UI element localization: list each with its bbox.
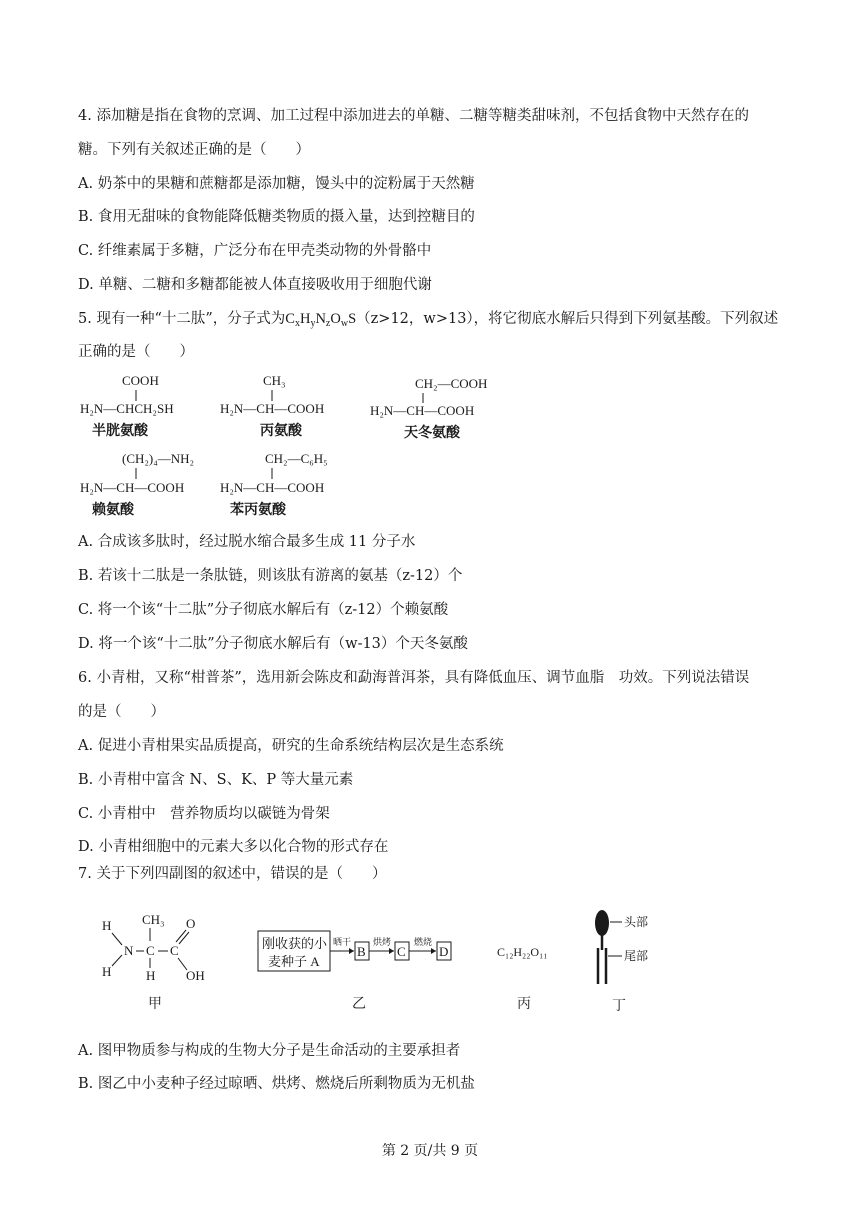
q5-stem-post: （z>12，w>13），将它彻底水解后只得到下列氨基酸。下列叙述: [356, 311, 779, 327]
svg-text:H₂N—CHCH₂SH: H₂N—CHCH₂SH: [80, 401, 174, 416]
figure-jia: [102, 912, 205, 1012]
amino-acid-cysteine: [80, 373, 174, 439]
svg-text:B: B: [357, 944, 366, 959]
q7-option-a: A. 图甲物质参与构成的生物大分子是生命活动的主要承担者: [78, 1043, 461, 1059]
q5-option-a: A. 合成该多肽时，经过脱水缩合最多生成 11 分子水: [78, 534, 416, 550]
svg-text:麦种子 A: 麦种子 A: [268, 954, 320, 969]
q6-option-d: D. 小青柑细胞中的元素大多以化合物的形式存在: [78, 839, 389, 855]
q4-option-a: A. 奶茶中的果糖和蔗糖都是添加糖，馒头中的淀粉属于天然糖: [78, 176, 475, 192]
amino-acid-alanine: [220, 373, 324, 439]
amino-acid-name: 天冬氨酸: [404, 426, 460, 441]
svg-text:C₁₂H₂₂O₁₁: C₁₂H₂₂O₁₁: [497, 945, 548, 959]
q5-option-d: D. 将一个该“十二肽”分子彻底水解后有（w-13）个天冬氨酸: [78, 636, 468, 652]
figure-label: 丁: [612, 999, 626, 1014]
q5-option-b: B. 若该十二肽是一条肽链，则该肽有游离的氨基（z-12）个: [78, 568, 463, 584]
q5-stem-line2: 正确的是（ ）: [78, 344, 194, 360]
page-footer: 第 2 页/共 9 页: [381, 1143, 479, 1159]
q4-option-b: B. 食用无甜味的食物能降低糖类物质的摄入量，达到控糖目的: [78, 209, 475, 225]
amino-acid-name: 半胱氨酸: [92, 424, 148, 439]
q6-stem-line1: 6. 小青柑，又称“柑普茶”，选用新会陈皮和勐海普洱茶，具有降低血压、调节血脂 功效。下列说法错误: [78, 670, 750, 686]
q7-stem: 7. 关于下列四副图的叙述中，错误的是（ ）: [78, 866, 387, 882]
svg-text:N: N: [124, 943, 134, 958]
amino-acid-name: 丙氨酸: [260, 424, 302, 439]
svg-text:COOH: COOH: [122, 373, 159, 388]
svg-text:H: H: [102, 918, 112, 933]
q6-stem-line2: 的是（ ）: [78, 704, 165, 720]
amino-acid-name: 赖氨酸: [92, 503, 134, 518]
svg-text:CH₃: CH₃: [263, 373, 286, 388]
q4-stem-line2: 糖。下列有关叙述正确的是（ ）: [78, 142, 310, 158]
svg-text:H₂N—CH—COOH: H₂N—CH—COOH: [220, 480, 325, 495]
q6-option-a: A. 促进小青柑果实品质提高，研究的生命系统结构层次是生态系统: [78, 738, 504, 754]
figure-ding: [595, 910, 648, 1014]
q4-option-d: D. 单糖、二糖和多糖都能被人体直接吸收用于细胞代谢: [78, 277, 432, 293]
figure-label: 丙: [517, 997, 531, 1012]
svg-text:H₂N—CH—COOH: H₂N—CH—COOH: [370, 403, 475, 418]
amino-acid-name: 苯丙氨酸: [230, 503, 286, 518]
q5-option-c: C. 将一个该“十二肽”分子彻底水解后有（z-12）个赖氨酸: [78, 602, 449, 618]
amino-acid-aspartic: [370, 376, 487, 441]
q6-option-b: B. 小青柑中富含 N、S、K、P 等大量元素: [78, 772, 354, 788]
svg-text:CH₂—C₆H₅: CH₂—C₆H₅: [265, 451, 328, 466]
svg-text:C: C: [170, 943, 179, 958]
svg-text:H: H: [102, 964, 112, 979]
q6-option-c: C. 小青柑中 营养物质均以碳链为骨架: [78, 806, 330, 822]
amino-acid-phenylalanine: [220, 451, 328, 518]
svg-text:H: H: [146, 968, 156, 983]
svg-text:O: O: [186, 916, 196, 931]
q7-figures: [90, 900, 670, 1020]
svg-text:CH₃: CH₃: [142, 912, 165, 927]
svg-text:晒干: 晒干: [333, 937, 352, 947]
svg-text:(CH₂)₄—NH₂: (CH₂)₄—NH₂: [122, 451, 195, 466]
q7-option-b: B. 图乙中小麦种子经过晾晒、烘烤、燃烧后所剩物质为无机盐: [78, 1076, 475, 1092]
q5-stem-pre: 5. 现有一种“十二肽”，分子式为: [78, 311, 286, 327]
q4-stem-line1: 4. 添加糖是指在食物的烹调、加工过程中添加进去的单糖、二糖等糖类甜味剂，不包括食物中天然存在的: [78, 108, 749, 124]
svg-text:H₂N—CH—COOH: H₂N—CH—COOH: [80, 480, 185, 495]
svg-text:头部: 头部: [624, 915, 649, 929]
figure-yi: [258, 931, 451, 1012]
phospholipid-head: [595, 910, 609, 936]
svg-text:C: C: [397, 944, 406, 959]
q4-option-c: C. 纤维素属于多糖，广泛分布在甲壳类动物的外骨骼中: [78, 243, 432, 259]
svg-text:烘烤: 烘烤: [373, 937, 392, 947]
svg-text:燃烧: 燃烧: [414, 937, 433, 947]
amino-acid-lysine: [80, 451, 194, 518]
figure-label: 甲: [148, 997, 162, 1012]
svg-text:H₂N—CH—COOH: H₂N—CH—COOH: [220, 401, 325, 416]
q5-stem-line1: [78, 309, 778, 334]
amino-acid-structures: [70, 365, 510, 525]
svg-text:D: D: [439, 944, 449, 959]
svg-text:OH: OH: [186, 968, 205, 983]
svg-text:CH₂—COOH: CH₂—COOH: [415, 376, 488, 391]
svg-text:尾部: 尾部: [624, 949, 649, 963]
svg-text:刚收获的小: 刚收获的小: [262, 936, 328, 951]
figure-label: 乙: [352, 997, 366, 1012]
svg-text:C: C: [146, 943, 155, 958]
figure-bing: [497, 945, 547, 1012]
q5-molecular-formula: $C_xH_yN_zO_wS$: [285, 311, 357, 329]
